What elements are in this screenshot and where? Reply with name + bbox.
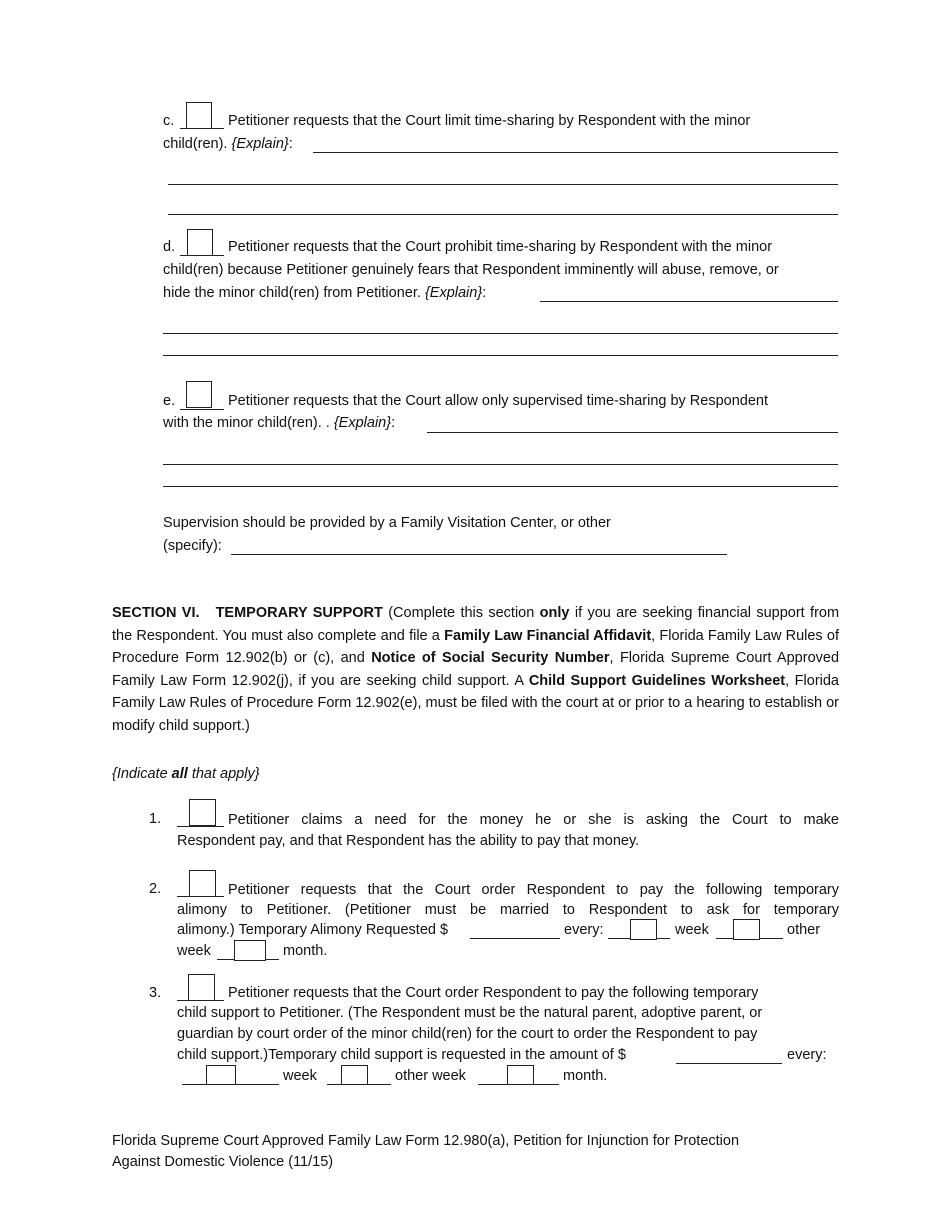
item2-other-week-checkbox[interactable] xyxy=(733,919,760,940)
item1-blank xyxy=(177,826,224,827)
item-d-line2: child(ren) because Petitioner genuinely fears that Respondent imminently will abuse, remove, or xyxy=(163,262,779,278)
item1-num: 1. xyxy=(149,811,162,827)
item-d-explain-line[interactable] xyxy=(540,301,838,302)
item3-week-checkbox[interactable] xyxy=(206,1065,236,1085)
item3-week: week xyxy=(283,1068,317,1084)
item-c-line2: child(ren). {Explain}: xyxy=(163,136,293,152)
item2-line2: alimony to Petitioner. (Petitioner must be married to Respondent to ask for temporary xyxy=(177,902,839,918)
item3-other-week: other week xyxy=(395,1068,466,1084)
supervision-specify-line[interactable] xyxy=(231,554,727,555)
section6-paragraph: SECTION VI. TEMPORARY SUPPORT (Complete this section only if you are seeking financial support from the Respondent. You must also complete and file a Family Law Financial Affidavit, Florida Family Law Rules of Procedure Form 12.902(b) or (c), and Notice of Social Security Number, Florida Supreme Court Approved Family Law Form 12.902(j), if you are seeking child support. A Child Support Guidelines Worksheet, Florida Family Law Rules of Procedure Form 12.902(e), must be filed with the court at or prior to a hearing to establish or modify child support.) xyxy=(112,605,840,734)
footer-line1: Florida Supreme Court Approved Family Law Form 12.980(a), Petition for Injunction for Protection xyxy=(112,1133,740,1149)
item3-amount-line[interactable] xyxy=(676,1063,782,1064)
item-d-line1: Petitioner requests that the Court prohibit time-sharing by Respondent with the minor xyxy=(228,239,773,255)
indicate-instruction: {Indicate all that apply} xyxy=(112,766,260,782)
item3-other-week-checkbox[interactable] xyxy=(341,1065,368,1085)
item2-other: other xyxy=(787,922,821,938)
item2-week-checkbox[interactable] xyxy=(630,919,657,940)
supervision-line2: (specify): xyxy=(163,538,222,554)
item-d-line3: hide the minor child(ren) from Petitioner. {Explain}: xyxy=(163,285,487,301)
item2-amount-line[interactable] xyxy=(470,938,560,939)
item3-num: 3. xyxy=(149,985,162,1001)
item-e-line2: with the minor child(ren). . {Explain}: xyxy=(163,415,396,431)
item-e-line1: Petitioner requests that the Court allow only supervised time-sharing by Respondent xyxy=(228,393,769,409)
item-e-explain-line-3[interactable] xyxy=(163,486,838,487)
item3-line4-text: child support.)Temporary child support is requested in the amount of $ xyxy=(177,1047,626,1063)
item-e-checkbox[interactable] xyxy=(186,381,212,408)
item2-week: week xyxy=(675,922,709,938)
section6-heading-num: SECTION VI. xyxy=(112,605,200,621)
item-c-explain-line[interactable] xyxy=(313,152,838,153)
item3-month-checkbox[interactable] xyxy=(507,1065,534,1085)
item-c-text: Petitioner requests that the Court limit time-sharing by Respondent with the minor xyxy=(228,113,751,129)
item3-every: every: xyxy=(787,1047,827,1063)
item-d-explain-line-2[interactable] xyxy=(163,333,838,334)
item-c-letter: c. xyxy=(163,113,175,129)
item-d-checkbox[interactable] xyxy=(187,229,213,256)
item2-num: 2. xyxy=(149,881,162,897)
item2-line1: Petitioner requests that the Court order Respondent to pay the following temporary xyxy=(228,882,839,898)
item2-every: every: xyxy=(564,922,604,938)
item2-line3-text: alimony.) Temporary Alimony Requested $ xyxy=(177,922,449,938)
section6-heading-title: TEMPORARY SUPPORT xyxy=(215,605,383,621)
item2-month: month. xyxy=(283,943,328,959)
item3-line2: child support to Petitioner. (The Respondent must be the natural parent, adoptive parent, or xyxy=(177,1005,763,1021)
item1-checkbox[interactable] xyxy=(189,799,216,826)
item1-line2: Respondent pay, and that Respondent has the ability to pay that money. xyxy=(177,833,640,849)
item2-checkbox[interactable] xyxy=(189,870,216,897)
item3-checkbox[interactable] xyxy=(188,974,215,1001)
item1-line1: Petitioner claims a need for the money he or she is asking the Court to make xyxy=(228,812,839,828)
item-e-letter: e. xyxy=(163,393,176,409)
item-d-letter: d. xyxy=(163,239,176,255)
item-e-explain-line[interactable] xyxy=(427,432,838,433)
item-c-explain-line-2[interactable] xyxy=(168,184,838,185)
item3-line3: guardian by court order of the minor child(ren) for the court to order the Respondent to pay xyxy=(177,1026,758,1042)
item-e-explain-line-2[interactable] xyxy=(163,464,838,465)
item-c-checkbox[interactable] xyxy=(186,102,212,129)
footer-line2: Against Domestic Violence (11/15) xyxy=(112,1154,334,1170)
item2-line4-week: week xyxy=(177,943,211,959)
item2-month-checkbox[interactable] xyxy=(234,940,266,961)
item-e-blank xyxy=(180,409,224,410)
item-c-explain-line-3[interactable] xyxy=(168,214,838,215)
item3-line1: Petitioner requests that the Court order Respondent to pay the following temporary xyxy=(228,985,759,1001)
supervision-line1: Supervision should be provided by a Family Visitation Center, or other xyxy=(163,515,611,531)
item3-month: month. xyxy=(563,1068,608,1084)
item-d-explain-line-3[interactable] xyxy=(163,355,838,356)
